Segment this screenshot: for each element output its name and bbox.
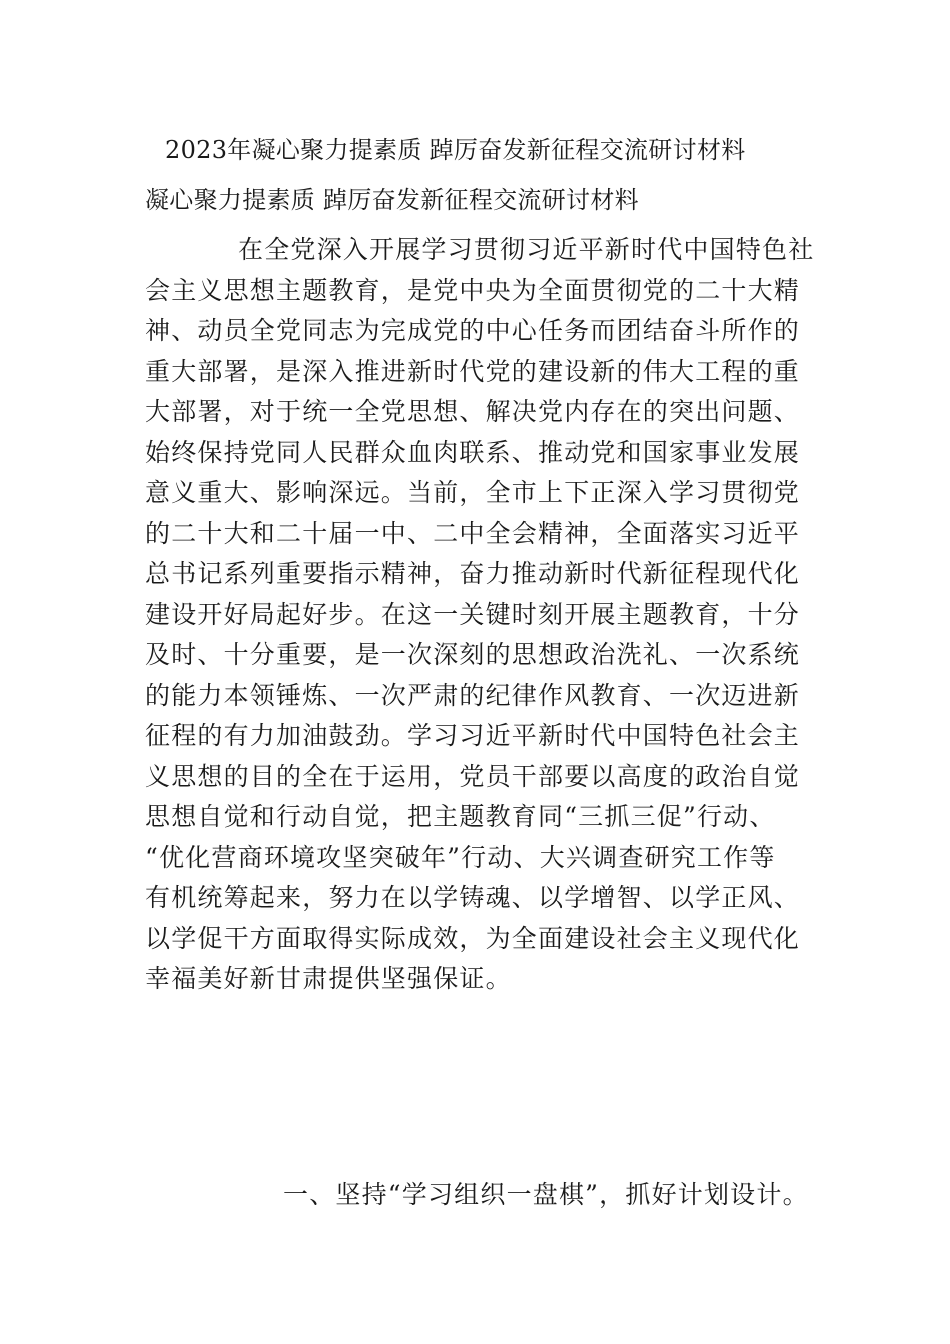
paragraph-line: 神、动员全党同志为完成党的中心任务而团结奋斗所作的 (145, 316, 801, 345)
paragraph-line: 意义重大、影响深远。当前，全市上下正深入学习贯彻党 (145, 478, 801, 507)
paragraph-line: 以学促干方面取得实际成效，为全面建设社会主义现代化 (145, 923, 801, 953)
paragraph-line: 的能力本领锤炼、一次严肃的纪律作风教育、一次迈进新 (145, 680, 801, 710)
paragraph-line: 建设开好局起好步。在这一关键时刻开展主题教育，十分 (145, 599, 801, 629)
paragraph-line: 征程的有力加油鼓劲。学习习近平新时代中国特色社会主 (145, 721, 801, 750)
paragraph-line: 思想自觉和行动自觉，把主题教育同“三抓三促”行动、 (145, 802, 776, 831)
paragraph-line: 始终保持党同人民群众血肉联系、推动党和国家事业发展 (145, 437, 801, 467)
section-heading: 一、坚持“学习组织一盘棋”，抓好计划设计。 (283, 1180, 809, 1209)
document-subtitle: 凝心聚力提素质 踔厉奋发新征程交流研讨材料 (145, 186, 639, 214)
paragraph-line: 重大部署，是深入推进新时代党的建设新的伟大工程的重 (145, 356, 801, 386)
document-title: 2023年凝心聚力提素质 踔厉奋发新征程交流研讨材料 (165, 136, 746, 164)
paragraph-line: 在全党深入开展学习贯彻习近平新时代中国特色社 (238, 235, 815, 264)
paragraph-line: 幸福美好新甘肃提供坚强保证。 (145, 964, 512, 993)
paragraph-line: 大部署，对于统一全党思想、解决党内存在的突出问题、 (145, 397, 801, 426)
paragraph-line: 的二十大和二十届一中、二中全会精神，全面落实习近平 (145, 518, 801, 548)
paragraph-line: 会主义思想主题教育，是党中央为全面贯彻党的二十大精 (145, 275, 801, 305)
paragraph-line: “优化营商环境攻坚突破年”行动、大兴调查研究工作等 (145, 842, 776, 872)
paragraph-line: 及时、十分重要，是一次深刻的思想政治洗礼、一次系统 (145, 640, 801, 669)
body-paragraph (145, 230, 825, 1000)
paragraph-line: 有机统筹起来，努力在以学铸魂、以学增智、以学正风、 (145, 883, 801, 912)
paragraph-line: 义思想的目的全在于运用，党员干部要以高度的政治自觉 (145, 761, 801, 791)
paragraph-line: 总书记系列重要指示精神，奋力推动新时代新征程现代化 (145, 559, 801, 588)
